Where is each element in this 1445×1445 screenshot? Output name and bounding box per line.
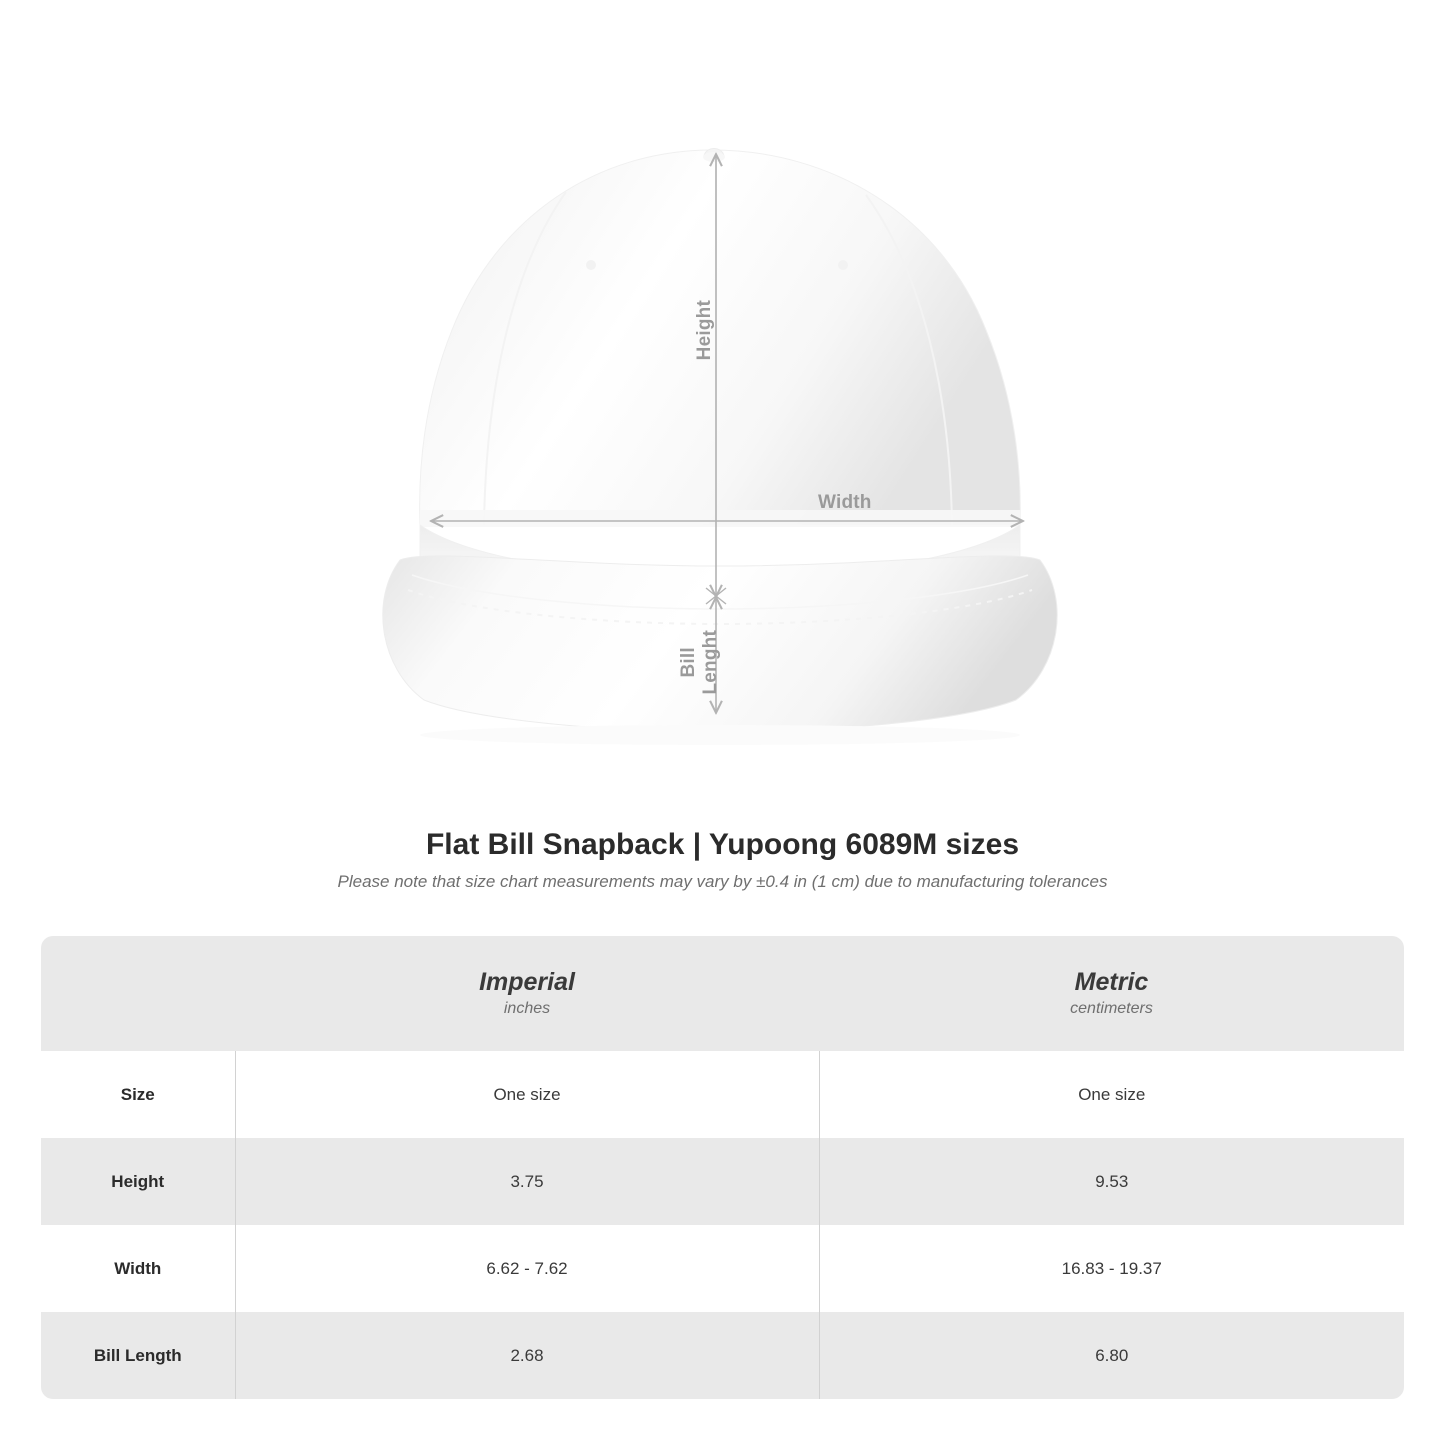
table-header-row: [41, 936, 1404, 1051]
table-row: [41, 1051, 1404, 1138]
table-row: [41, 1312, 1404, 1399]
header-imperial-sub: inches: [503, 999, 551, 1017]
caption-block: [0, 828, 1445, 892]
row-label-height: Height: [41, 1138, 235, 1225]
row-label-bill-length: Bill Length: [41, 1312, 235, 1399]
row-label-size: Size: [41, 1051, 235, 1138]
header-metric-sub: centimeters: [1070, 999, 1153, 1017]
cell-width-metric: 16.83 - 19.37: [819, 1225, 1404, 1312]
bill-length-label-line2: Lenght: [700, 630, 721, 695]
size-table-body: [41, 1051, 1404, 1399]
width-dimension-label: Width: [818, 492, 872, 513]
page-title: Flat Bill Snapback | Yupoong 6089M sizes: [425, 828, 1019, 861]
size-table-head: [41, 936, 1404, 1051]
cell-bill-length-metric: 6.80: [819, 1312, 1404, 1399]
size-table: [41, 936, 1404, 1399]
cell-height-metric: 9.53: [819, 1138, 1404, 1225]
table-row: [41, 1138, 1404, 1225]
bill-length-label-line1: Bill: [678, 647, 699, 678]
tolerance-note: Please note that size chart measurements may vary by ±0.4 in (1 cm) due to manufacturing tolerances: [337, 872, 1108, 891]
row-label-width: Width: [41, 1225, 235, 1312]
table-row: [41, 1225, 1404, 1312]
cell-height-imperial: 3.75: [235, 1138, 819, 1225]
cell-bill-length-imperial: 2.68: [235, 1312, 819, 1399]
cell-width-imperial: 6.62 - 7.62: [235, 1225, 819, 1312]
header-blank-cell: [41, 936, 235, 1051]
header-metric: [819, 936, 1404, 1051]
height-dimension-label: Height: [694, 300, 715, 361]
cell-size-metric: One size: [819, 1051, 1404, 1138]
size-table-wrap: [41, 936, 1404, 1399]
header-imperial-title: Imperial: [479, 967, 575, 996]
bill-length-dimension-label: [678, 630, 722, 695]
header-imperial: [235, 936, 819, 1051]
header-metric-title: Metric: [1074, 967, 1149, 996]
cell-size-imperial: One size: [235, 1051, 819, 1138]
